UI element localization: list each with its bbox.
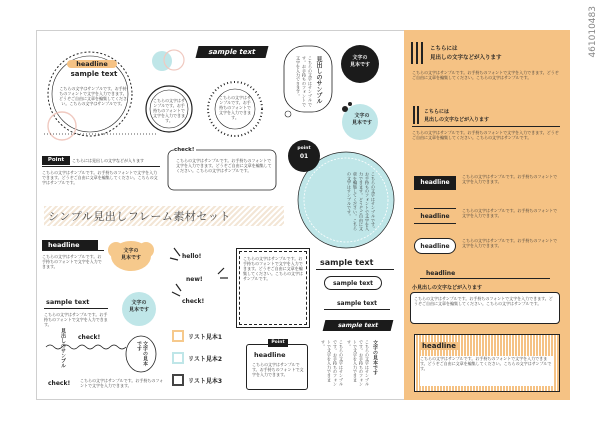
headline-tab-rule xyxy=(420,278,550,279)
sample-text-title: sample text xyxy=(70,70,118,78)
vertical-column-heading: 文字の見本です xyxy=(372,340,378,375)
sample-text-black-banner: sample text xyxy=(323,320,394,331)
headline-lined-body: こちらの文字はサンプルです。お手持ちのフォントで文字を入力できます。 xyxy=(462,208,558,218)
black-circle-text: 文字の 見本です xyxy=(349,55,370,68)
headline-pill-block: headline xyxy=(414,238,456,254)
point-badge: Point xyxy=(42,156,70,165)
sunburst-body-text: こちらの文字はサンプルです。お手持ちのフォントで文字を入力できます。 xyxy=(219,95,251,120)
right-heading-1a: こちらには xyxy=(430,46,458,52)
striped-headline-body: こちらの文字はサンプルです。お手持ちのフォントで文字を入力できます。どうぞご自由に文章を編集してください。こちらの文字はサンプルです。 xyxy=(420,356,554,386)
sample-text-pill: sample text xyxy=(324,276,382,290)
right-body-1: こちらの文字はサンプルです。お手持ちのフォントで文字を入力できます。どうぞご自由に文章を編集してください。こちらの文字はサンプルです。 xyxy=(412,70,559,80)
ring-body-text: こちらの文字はサンプルです。お手持ちのフォントで文字を入力できます。 xyxy=(153,98,185,123)
list-checkbox-2[interactable] xyxy=(172,352,184,364)
headline-black-block: headline xyxy=(414,176,456,190)
sample-text-flag: sample text xyxy=(324,298,390,310)
vertical-circle-text: 文字の見本です xyxy=(136,341,148,366)
vertical-sample-heading: 見出しのサンプル xyxy=(60,328,66,368)
body-text: こちらの文字はサンプルです。お手持ちのフォントで文字を入力できます。どうぞご自由に文章を編集してください。こちらの文字はサンプルです。 xyxy=(59,86,127,106)
sample-text-banner: sample text xyxy=(196,46,269,58)
dotted-line-decoration xyxy=(42,130,160,150)
mint-circle-text: 文字の 見本です xyxy=(351,113,372,126)
right-heading-1b: 見出しの文字などが入ります xyxy=(430,55,502,61)
emphasis-rays-decoration xyxy=(168,244,232,310)
point01-label: point xyxy=(297,146,311,151)
big-title: シンプル見出しフレーム素材セット xyxy=(48,210,231,223)
check-body-text: こちらの文字はサンプルです。お手持ちのフォントで文字を入力できます。どうぞご自由に文章を編集してください。こちらの文字はサンプルです。 xyxy=(176,158,272,173)
komidashi-heading: 小見出しの文字などが入ります xyxy=(412,285,483,291)
wavy-line-decoration xyxy=(44,342,134,352)
check-ray-label: check! xyxy=(182,298,205,305)
point-underline xyxy=(42,166,160,167)
point-small-tab: Point xyxy=(268,339,288,347)
check-wavy-label: check! xyxy=(78,334,101,341)
headline-black-tab: headline xyxy=(42,240,98,250)
list-item-3: リスト見本3 xyxy=(188,378,223,385)
orange-cloud-text: 文字の 見本です xyxy=(120,248,141,261)
stripe-marker-2 xyxy=(412,106,420,124)
mint-small-text: 文字の 見本です xyxy=(128,300,149,313)
headline-lined-block: headline xyxy=(414,208,456,224)
headline-badge-orange: headline xyxy=(67,60,117,68)
headline-tab-label: headline xyxy=(426,270,456,277)
stripe-marker-1 xyxy=(410,42,426,64)
right-body-2: こちらの文字はサンプルです。お手持ちのフォントで文字を入力できます。どうぞご自由に文章を編集してください。こちらの文字はサンプルです。 xyxy=(412,130,559,140)
sample-small-body: こちらの文字はサンプルです。お手持ちのフォントで文字を入力できます。 xyxy=(44,312,108,327)
sample-rule xyxy=(316,269,394,270)
list-checkbox-1[interactable] xyxy=(172,330,184,342)
list-item-2: リスト見本2 xyxy=(188,356,223,363)
check-bottom-label: check! xyxy=(48,380,71,387)
headline-black-body: こちらの文字はサンプルです。お手持ちのフォントで文字を入力できます。 xyxy=(462,174,558,184)
point-heading: こちらには見出しの文字などが入ります xyxy=(72,158,144,163)
check-label: check! xyxy=(174,147,195,153)
right-rule-2 xyxy=(412,126,560,127)
right-heading-2b: 見出しの文字などが入ります xyxy=(424,117,490,123)
komidashi-body: こちらの文字はサンプルです。お手持ちのフォントで文字を入力できます。どうぞご自由に文章を編集してください。こちらの文字はサンプルです。 xyxy=(414,296,553,306)
point-box-headline: headline xyxy=(254,351,286,359)
vertical-heading: 見出しのサンプル xyxy=(315,56,322,104)
vertical-column-body-2: こちらの文字はサンプルです。お手持ちのフォントで文字を入力できます。 xyxy=(347,340,370,387)
right-heading-2a: こちらには xyxy=(424,109,450,115)
sample-small-rule xyxy=(44,308,108,309)
new-label: new! xyxy=(186,276,203,283)
vertical-body: こちらの文字はサンプルです。お手持ちのフォントで文字を入力できます。 xyxy=(296,56,313,107)
check-bottom-body: こちらの文字はサンプルです。お手持ちのフォントで文字を入力できます。 xyxy=(80,378,164,388)
point-box-body: こちらの文字はサンプルです。お手持ちのフォントで文字を入力できます。 xyxy=(252,362,304,377)
point01-number: 01 xyxy=(299,153,309,160)
vertical-column-body-1: こちらの文字はサンプルです。お手持ちのフォントで文字を入力できます。 xyxy=(321,340,344,387)
point01-vertical-body: こちらの文字はサンプルです。お手持ちのフォントで文字を入力できます。どうぞご自由に文章を編集してください。こちらの文字はサンプルです。 xyxy=(347,172,376,231)
sample-text-heading: sample text xyxy=(320,258,374,267)
framed-body: こちらの文字はサンプルです。お手持ちのフォントで文字を入力できます。どうぞご自由に文章を編集してください。こちらの文字はサンプルです。 xyxy=(243,256,303,281)
list-item-1: リスト見本1 xyxy=(188,334,223,341)
point-body-text: こちらの文字はサンプルです。お手持ちのフォントで文字を入力できます。どうぞご自由に文章を編集してください。こちらの文字はサンプルです。 xyxy=(42,170,158,185)
sample-text-small: sample text xyxy=(46,298,90,306)
headline-body: こちらの文字はサンプルです。お手持ちのフォントで文字を入力できます。 xyxy=(42,254,102,269)
overlapping-circles-decoration xyxy=(150,46,188,76)
hello-label: hello! xyxy=(182,253,202,260)
headline-underline xyxy=(42,250,104,251)
striped-headline-label: headline xyxy=(422,342,456,350)
headline-pill-body: こちらの文字はサンプルです。お手持ちのフォントで文字を入力できます。 xyxy=(462,238,558,248)
list-checkbox-3[interactable] xyxy=(172,374,184,386)
stock-id: 461010483 xyxy=(588,6,598,58)
